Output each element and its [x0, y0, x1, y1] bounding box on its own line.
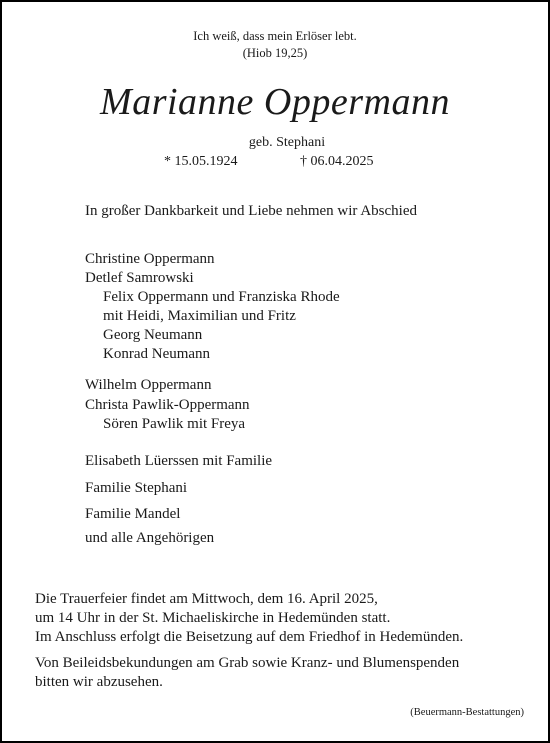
mourner-name: Christine Oppermann — [85, 251, 215, 267]
mourner-name: Elisabeth Lüerssen mit Familie — [85, 453, 273, 469]
bible-verse: Ich weiß, dass mein Erlöser lebt. — [193, 29, 357, 43]
service-text: bitten wir abzusehen. — [35, 674, 163, 690]
mourner-name: Wilhelm Oppermann — [85, 377, 212, 393]
service-text: Im Anschluss erfolgt die Beisetzung auf dem Friedhof in Hedemünden. — [35, 629, 464, 645]
mourner-name: Felix Oppermann und Franziska Rhode — [103, 289, 340, 305]
mourner-name: Familie Mandel — [85, 506, 181, 522]
mourner-name: Sören Pawlik mit Freya — [103, 416, 246, 432]
death-date: † 06.04.2025 — [300, 154, 374, 169]
mourner-name: Christa Pawlik-Oppermann — [85, 397, 250, 413]
mourner-name: Detlef Samrowski — [85, 270, 194, 286]
service-text: Von Beileidsbekundungen am Grab sowie Kranz- und Blumenspenden — [35, 655, 460, 671]
mourner-name: und alle Angehörigen — [85, 530, 215, 546]
undertaker-credit: (Beuermann-Bestattungen) — [410, 707, 524, 718]
mourner-name: Familie Stephani — [85, 480, 188, 496]
deceased-name: Marianne Oppermann — [100, 81, 450, 123]
mourner-name: mit Heidi, Maximilian und Fritz — [103, 308, 296, 324]
birth-name: geb. Stephani — [248, 135, 326, 150]
bible-reference: (Hiob 19,25) — [242, 46, 308, 60]
farewell-text: In großer Dankbarkeit und Liebe nehmen wir Abschied — [85, 203, 417, 219]
service-text: um 14 Uhr in der St. Michaeliskirche in Hedemünden statt. — [35, 610, 391, 626]
service-text: Die Trauerfeier findet am Mittwoch, dem 16. April 2025, — [35, 591, 378, 607]
mourner-name: Georg Neumann — [103, 327, 203, 343]
birth-date: * 15.05.1924 — [164, 154, 238, 169]
mourner-name: Konrad Neumann — [103, 346, 211, 362]
